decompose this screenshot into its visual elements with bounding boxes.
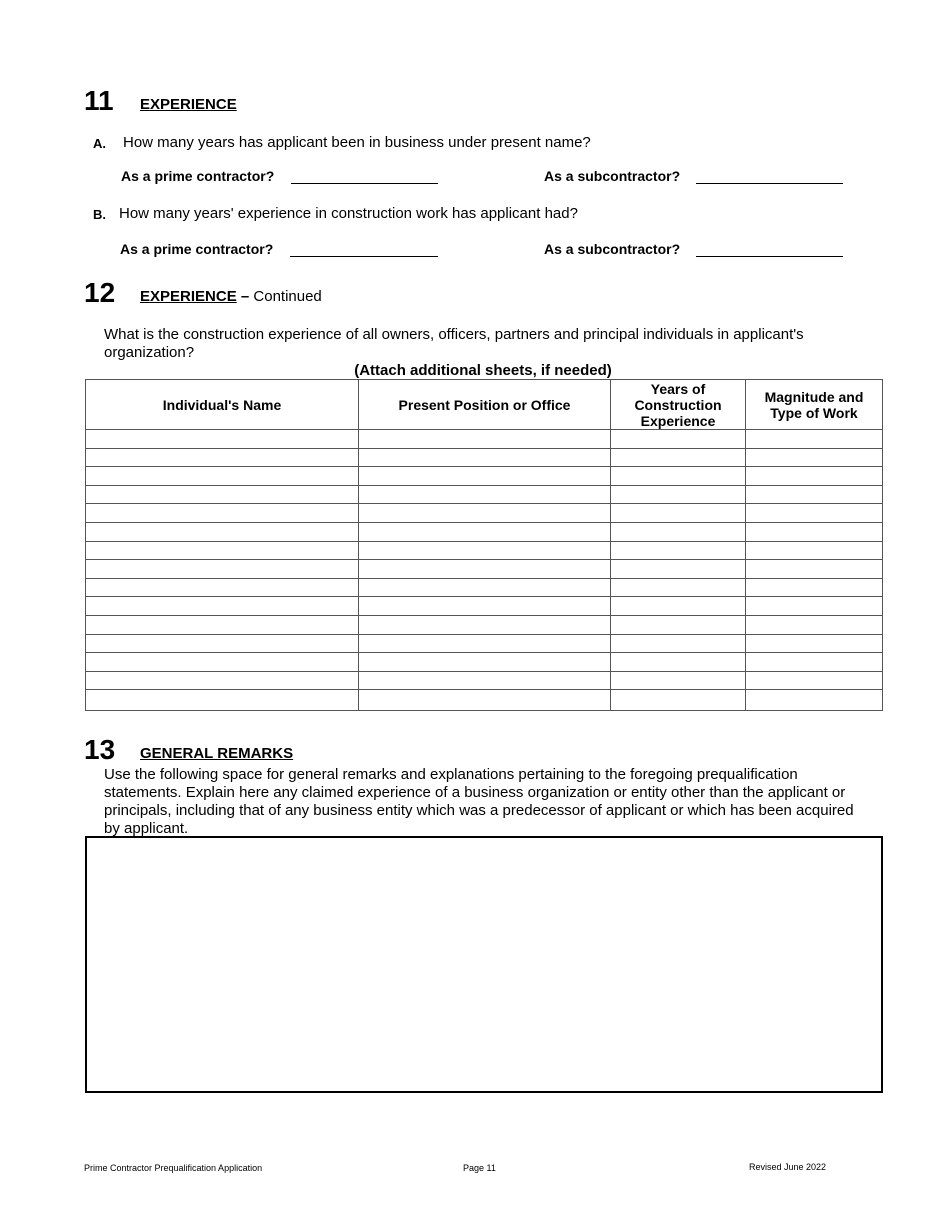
footer-revision-date: Revised June 2022 [749, 1162, 827, 1172]
table-cell-input[interactable] [611, 448, 746, 467]
table-cell-input[interactable] [611, 467, 746, 486]
question-b-prime-field[interactable] [290, 256, 438, 257]
table-row [86, 597, 883, 616]
table-cell-input[interactable] [86, 690, 359, 711]
table-cell-input[interactable] [746, 634, 883, 653]
section-11-number: 11 [84, 85, 114, 116]
table-cell-input[interactable] [86, 448, 359, 467]
table-cell-input[interactable] [86, 671, 359, 690]
table-cell-input[interactable] [359, 541, 611, 560]
table-cell-input[interactable] [86, 653, 359, 672]
question-a-letter: A. [93, 136, 106, 151]
table-cell-input[interactable] [611, 597, 746, 616]
section-12-question: What is the construction experience of all owners, officers, partners and principal individuals in applicant's organization? [104, 326, 804, 361]
table-cell-input[interactable] [359, 615, 611, 634]
column-header-magnitude: Magnitude and Type of Work [746, 380, 883, 430]
table-cell-input[interactable] [746, 671, 883, 690]
table-cell-input[interactable] [359, 522, 611, 541]
column-header-name: Individual's Name [86, 380, 359, 430]
table-cell-input[interactable] [746, 597, 883, 616]
table-row [86, 615, 883, 634]
table-cell-input[interactable] [86, 504, 359, 523]
attach-note: (Attach additional sheets, if needed) [354, 362, 612, 379]
table-row [86, 560, 883, 579]
table-cell-input[interactable] [746, 653, 883, 672]
table-cell-input[interactable] [746, 560, 883, 579]
table-cell-input[interactable] [611, 690, 746, 711]
footer-page-number: Page 11 [463, 1163, 496, 1173]
question-a-sub-label: As a subcontractor? [544, 168, 681, 184]
table-row [86, 578, 883, 597]
table-cell-input[interactable] [359, 448, 611, 467]
section-12-title-suffix: Continued [253, 288, 322, 305]
table-row [86, 653, 883, 672]
table-cell-input[interactable] [86, 560, 359, 579]
table-cell-input[interactable] [86, 597, 359, 616]
table-cell-input[interactable] [86, 522, 359, 541]
experience-table [85, 379, 883, 711]
table-row [86, 504, 883, 523]
table-cell-input[interactable] [746, 522, 883, 541]
table-cell-input[interactable] [746, 504, 883, 523]
table-cell-input[interactable] [746, 690, 883, 711]
section-12-title: EXPERIENCE [140, 288, 237, 305]
table-cell-input[interactable] [86, 615, 359, 634]
question-a-sub-field[interactable] [696, 183, 843, 184]
table-cell-input[interactable] [746, 467, 883, 486]
question-a-prime-field[interactable] [291, 183, 438, 184]
question-b-letter: B. [93, 207, 106, 222]
table-cell-input[interactable] [746, 448, 883, 467]
table-cell-input[interactable] [611, 634, 746, 653]
section-13-number: 13 [84, 734, 116, 765]
table-cell-input[interactable] [359, 671, 611, 690]
table-cell-input[interactable] [611, 560, 746, 579]
section-11-title: EXPERIENCE [140, 96, 237, 113]
question-b-sub-label: As a subcontractor? [544, 241, 681, 257]
table-row [86, 467, 883, 486]
table-cell-input[interactable] [86, 578, 359, 597]
question-b-prime-label: As a prime contractor? [120, 241, 274, 257]
question-a-prime-label: As a prime contractor? [121, 168, 275, 184]
column-header-position: Present Position or Office [359, 380, 611, 430]
question-b-sub-field[interactable] [696, 256, 843, 257]
table-row [86, 690, 883, 711]
section-12-number: 12 [84, 277, 116, 308]
table-cell-input[interactable] [86, 541, 359, 560]
table-cell-input[interactable] [86, 467, 359, 486]
table-row [86, 541, 883, 560]
table-cell-input[interactable] [359, 485, 611, 504]
table-cell-input[interactable] [359, 653, 611, 672]
table-row [86, 671, 883, 690]
table-cell-input[interactable] [746, 485, 883, 504]
table-cell-input[interactable] [359, 690, 611, 711]
table-header-row [86, 380, 883, 430]
question-b-text: How many years' experience in construction work has applicant had? [119, 205, 578, 222]
section-13-instructions: Use the following space for general remarks and explanations pertaining to the foregoing prequalification statements. Explain here any claimed experience of a business organization or entity other than the applicant or principals, including that of any business entity which was a predecessor of applicant or which has been acquired by applicant. [104, 766, 854, 837]
table-cell-input[interactable] [359, 467, 611, 486]
table-cell-input[interactable] [359, 560, 611, 579]
general-remarks-box[interactable] [85, 836, 883, 1093]
table-row [86, 485, 883, 504]
table-cell-input[interactable] [359, 634, 611, 653]
table-cell-input[interactable] [86, 485, 359, 504]
table-row [86, 522, 883, 541]
table-cell-input[interactable] [746, 430, 883, 449]
table-cell-input[interactable] [359, 430, 611, 449]
table-cell-input[interactable] [359, 578, 611, 597]
section-12-heading [140, 288, 322, 305]
table-cell-input[interactable] [611, 430, 746, 449]
table-cell-input[interactable] [359, 597, 611, 616]
table-cell-input[interactable] [746, 615, 883, 634]
footer-document-title: Prime Contractor Prequalification Application [84, 1163, 263, 1173]
table-row [86, 448, 883, 467]
table-cell-input[interactable] [611, 485, 746, 504]
table-row [86, 634, 883, 653]
table-cell-input[interactable] [86, 634, 359, 653]
table-cell-input[interactable] [86, 430, 359, 449]
table-cell-input[interactable] [746, 541, 883, 560]
table-cell-input[interactable] [611, 671, 746, 690]
table-cell-input[interactable] [611, 504, 746, 523]
table-cell-input[interactable] [746, 578, 883, 597]
table-cell-input[interactable] [611, 578, 746, 597]
question-a-text: How many years has applicant been in business under present name? [123, 134, 591, 151]
section-12-dash: – [240, 288, 250, 305]
table-cell-input[interactable] [611, 615, 746, 634]
table-cell-input[interactable] [359, 504, 611, 523]
table-cell-input[interactable] [611, 653, 746, 672]
table-cell-input[interactable] [611, 522, 746, 541]
column-header-years: Years of Construction Experience [611, 380, 746, 430]
table-row [86, 430, 883, 449]
section-13-title: GENERAL REMARKS [140, 745, 294, 762]
table-cell-input[interactable] [611, 541, 746, 560]
